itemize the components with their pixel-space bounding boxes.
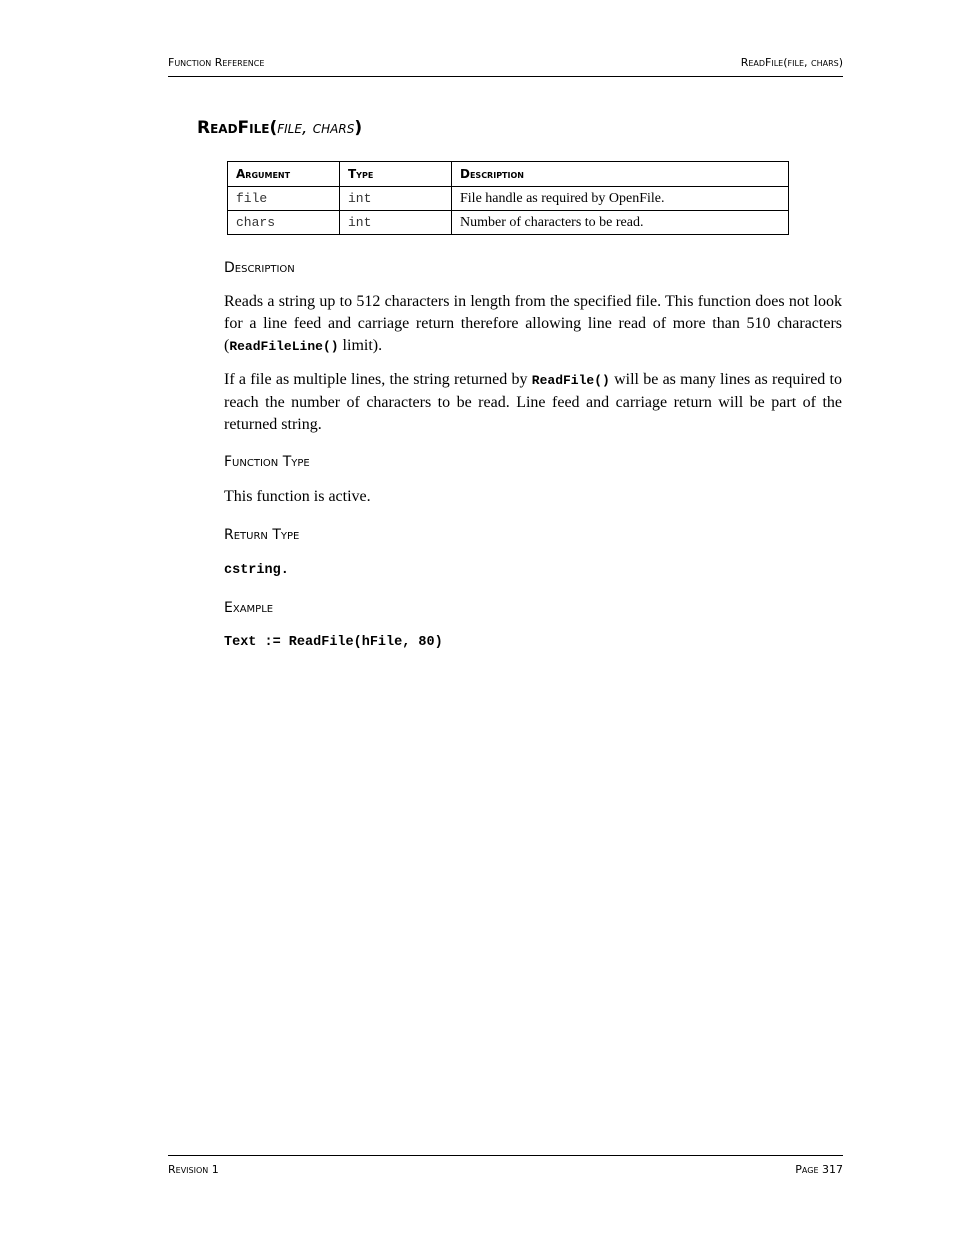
column-header-type: Type xyxy=(340,162,452,187)
return-type-code: cstring. xyxy=(224,563,289,578)
table-row xyxy=(228,187,789,211)
arguments-table xyxy=(227,161,789,235)
inline-code: ReadFileLine() xyxy=(229,339,339,354)
function-title xyxy=(197,118,362,138)
footer-revision: Revision 1 xyxy=(168,1163,219,1176)
table-header-row xyxy=(228,162,789,187)
description-text: Reads a string up to 512 characters in length from the specified file. This function does not look for a line feed and carriage return therefore allowing line read of more than 510 characters ( xyxy=(224,293,842,354)
return-type-heading: Return Type xyxy=(224,527,300,543)
argument-cell: chars xyxy=(228,211,340,235)
description-cell: Number of characters to be read. xyxy=(452,211,789,235)
function-title-name: ReadFile( xyxy=(197,118,278,138)
function-type-text: This function is active. xyxy=(224,488,371,505)
running-footer xyxy=(168,1155,843,1180)
example-code: Text := ReadFile(hFile, 80) xyxy=(224,635,443,650)
footer-page-number: Page 317 xyxy=(795,1163,843,1176)
column-header-argument: Argument xyxy=(228,162,340,187)
function-title-args: file, chars xyxy=(277,118,355,138)
description-paragraph-2 xyxy=(224,369,842,436)
description-cell: File handle as required by OpenFile. xyxy=(452,187,789,211)
description-paragraph-1 xyxy=(224,291,842,358)
header-section-title: Function Reference xyxy=(168,56,265,69)
description-heading: Description xyxy=(224,260,295,276)
argument-cell: file xyxy=(228,187,340,211)
column-header-description: Description xyxy=(452,162,789,187)
function-type-heading: Function Type xyxy=(224,454,310,470)
inline-code: ReadFile() xyxy=(531,373,610,388)
example-heading: Example xyxy=(224,600,274,616)
header-function-name: ReadFile(file, chars) xyxy=(740,56,843,69)
type-cell: int xyxy=(340,211,452,235)
description-text: limit). xyxy=(338,337,383,354)
description-text: will be as many lines as required to reach the number of characters to be read. Line feed and carriage return will be part of the returned string. xyxy=(224,371,843,433)
description-text: If a file as multiple lines, the string returned by xyxy=(224,371,532,388)
running-header xyxy=(168,56,843,77)
type-cell: int xyxy=(340,187,452,211)
function-title-close: ) xyxy=(354,118,363,138)
table-row xyxy=(228,211,789,235)
